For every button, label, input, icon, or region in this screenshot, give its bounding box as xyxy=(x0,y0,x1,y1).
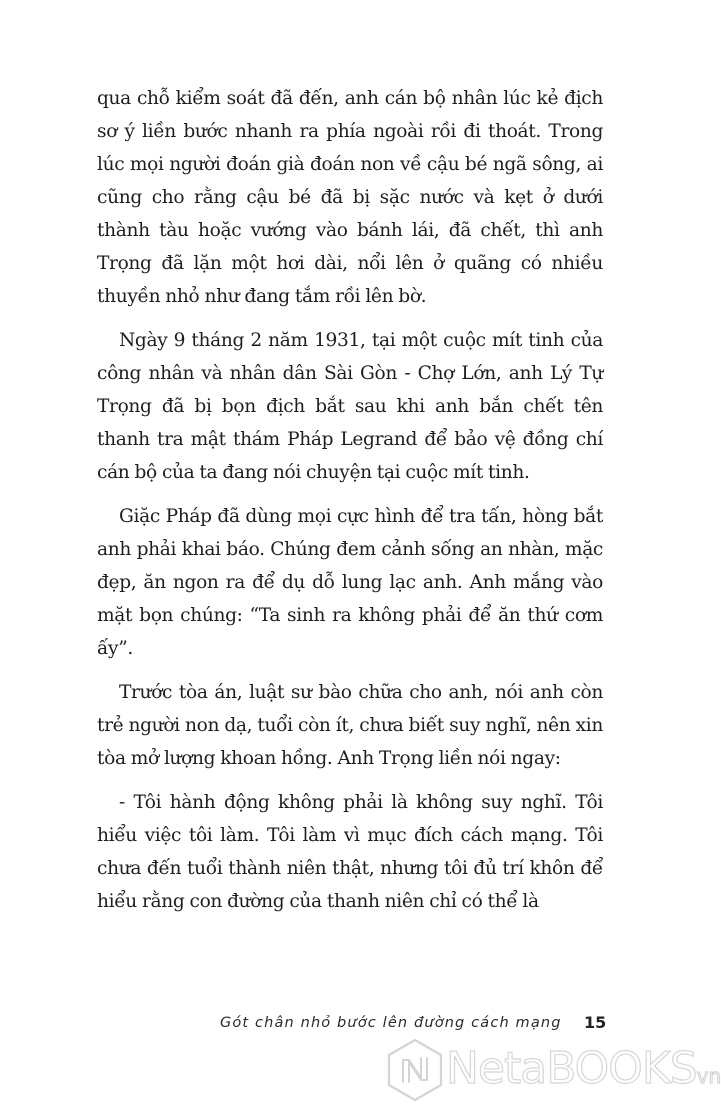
body-text xyxy=(97,82,603,929)
page-number: 15 xyxy=(584,1013,607,1032)
watermark xyxy=(386,1038,721,1102)
watermark-brand: NetaBOOKS xyxy=(446,1043,697,1094)
running-footer-title: Gót chân nhỏ bước lên đường cách mạng xyxy=(220,1015,562,1031)
netabooks-logo-icon xyxy=(386,1038,444,1102)
paragraph-1: qua chỗ kiểm soát đã đến, anh cán bộ nhân lúc kẻ địch sơ ý liền bước nhanh ra phía ngoài rồi đi thoát. Trong lúc mọi người đoán già đoán non về cậu bé ngã sông, ai cũng cho rằng cậu bé đã bị sặc nước và kẹt ở dưới thành tàu hoặc vướng vào bánh lái, đã chết, thì anh Trọng đã lặn một hơi dài, nổi lên ở quãng có nhiều thuyền nhỏ như đang tắm rồi lên bờ. xyxy=(97,88,603,307)
paragraph-2: Ngày 9 tháng 2 năm 1931, tại một cuộc mít tinh của công nhân và nhân dân Sài Gòn - Chợ Lớn, anh Lý Tự Trọng đã bị bọn địch bắt sau khi anh bắn chết tên thanh tra mật thám Pháp Legrand để bảo vệ đồng chí cán bộ của ta đang nói chuyện tại cuộc mít tinh. xyxy=(97,330,603,483)
watermark-suffix: vn xyxy=(696,1064,721,1088)
paragraph-4: Trước tòa án, luật sư bào chữa cho anh, nói anh còn trẻ người non dạ, tuổi còn ít, chưa biết suy nghĩ, nên xin tòa mở lượng khoan hồng. Anh Trọng liền nói ngay: xyxy=(97,682,603,769)
paragraph-3: Giặc Pháp đã dùng mọi cực hình để tra tấn, hòng bắt anh phải khai báo. Chúng đem cảnh sống an nhàn, mặc đẹp, ăn ngon ra để dụ dỗ lung lạc anh. Anh mắng vào mặt bọn chúng: “Ta sinh ra không phải để ăn thứ cơm ấy”. xyxy=(97,506,603,659)
paragraph-5: - Tôi hành động không phải là không suy nghĩ. Tôi hiểu việc tôi làm. Tôi làm vì mục đích cách mạng. Tôi chưa đến tuổi thành niên thật, nhưng tôi đủ trí khôn để hiểu rằng con đường của thanh niên chỉ có thể là xyxy=(97,792,603,912)
watermark-text xyxy=(446,1044,721,1101)
